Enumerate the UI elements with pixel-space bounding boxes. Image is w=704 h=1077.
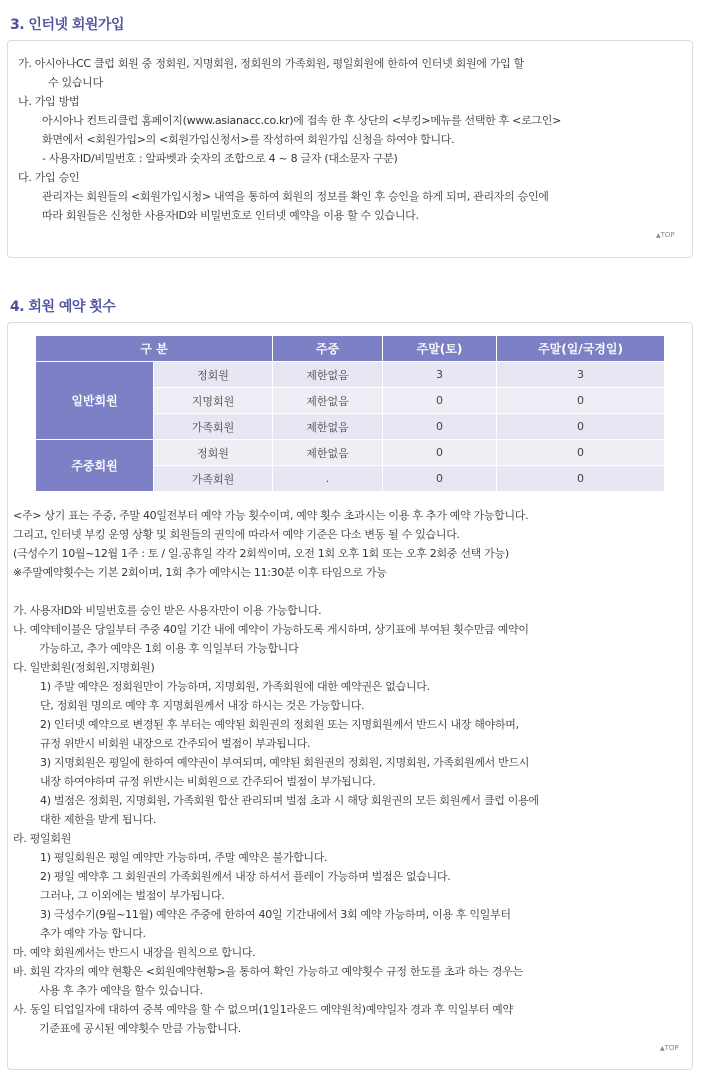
rule-line: 2) 평일 예약후 그 회원권의 가족회원께서 내장 하셔서 플레이 가능하며 벌점은 없습니다.: [40, 870, 451, 883]
category-cell: 주중회원: [36, 440, 154, 492]
table-cell: 0: [383, 466, 497, 492]
section3-line: 수 있습니다: [48, 76, 103, 89]
section3-title: 3. 인터넷 회원가입: [10, 17, 124, 33]
table-header: 주말(일/국경일): [497, 336, 665, 362]
rule-line: 라. 평일회원: [13, 832, 72, 845]
table-cell: 3: [497, 362, 665, 388]
table-cell: 0: [497, 414, 665, 440]
rule-line: 다. 일반회원(정회원,지명회원): [13, 661, 155, 674]
triangle-up-icon: ▲: [660, 1045, 665, 1052]
section3-line: 화면에서 <회원가입>의 <회원가입신청서>를 작성하여 회원가입 신청을 하여야 합니다.: [42, 133, 455, 146]
rule-line: 마. 예약 회원께서는 반드시 내장을 원칙으로 합니다.: [13, 946, 256, 959]
rule-line: 기준표에 공시된 예약횟수 만큼 가능합니다.: [39, 1022, 241, 1035]
table-cell: 0: [383, 388, 497, 414]
rule-line: 2) 인터넷 예약으로 변경된 후 부터는 예약된 회원권의 정회원 또는 지명회원께서 반드시 내장 해야하며,: [40, 718, 519, 731]
top-link[interactable]: ▲TOP: [660, 1044, 679, 1052]
table-cell: 3: [383, 362, 497, 388]
rule-line: 단, 정회원 명의로 예약 후 지명회원께서 내장 하시는 것은 가능합니다.: [40, 699, 365, 712]
table-header: 주말(토): [383, 336, 497, 362]
rule-line: 추가 예약 가능 합니다.: [40, 927, 146, 940]
table-cell: 지명회원: [154, 388, 273, 414]
table-cell: 0: [383, 414, 497, 440]
table-cell: 0: [383, 440, 497, 466]
table-cell: 0: [497, 466, 665, 492]
table-cell: 0: [497, 440, 665, 466]
rule-line: 규정 위반시 비회원 내장으로 간주되어 벌점이 부과됩니다.: [40, 737, 311, 750]
section3-line: 가. 아시아나CC 클럽 회원 중 정회원, 지명회원, 정회원의 가족회원, 평일회원에 한하여 인터넷 회원에 가입 할: [18, 57, 524, 70]
rule-line: 그러나, 그 이외에는 벌점이 부가됩니다.: [40, 889, 225, 902]
section3-line: 다. 가입 승인: [18, 171, 80, 184]
rule-line: 바. 회원 각자의 예약 현황은 <회원예약현황>을 통하여 확인 가능하고 예약횟수 규정 한도를 초과 하는 경우는: [13, 965, 523, 978]
section3-box: [7, 40, 693, 258]
section3-line: 관리자는 회원들의 <회원가입시청> 내역을 통하여 회원의 정보를 확인 후 승인을 하게 되며, 관리자의 승인에: [42, 190, 549, 203]
rule-line: 3) 극성수기(9월~11월) 예약은 주중에 한하여 40일 기간내에서 3회 예약 가능하며, 이용 후 익일부터: [40, 908, 511, 921]
rule-line: 대한 제한을 받게 됩니다.: [40, 813, 157, 826]
section3-line: 나. 가입 방법: [18, 95, 80, 108]
section3-line: 아시아나 컨트리클럽 홈페이지(www.asianacc.co.kr)에 접속 한 후 상단의 <부킹>메뉴를 선택한 후 <로그인>: [42, 114, 561, 127]
table-cell: 정회원: [154, 440, 273, 466]
rule-line: 1) 주말 예약은 정회원만이 가능하며, 지명회원, 가족회원에 대한 예약권은 없습니다.: [40, 680, 430, 693]
rule-line: 4) 벌점은 정회원, 지명회원, 가족회원 합산 관리되며 벌점 초과 시 해당 회원권의 모든 회원께서 클럽 이용에: [40, 794, 539, 807]
note-line: ※주말예약횟수는 기본 2회이며, 1회 추가 예약시는 11:30분 이후 타임으로 가능: [13, 566, 387, 579]
top-link[interactable]: ▲TOP: [656, 231, 675, 239]
rule-line: 나. 예약테이블은 당일부터 주중 40일 기간 내에 예약이 가능하도록 게시하며, 상기표에 부여된 횟수만큼 예약이: [13, 623, 529, 636]
rule-line: 사. 동일 티업일자에 대하여 중복 예약을 할 수 없으며(1일1라운드 예약원칙)예약일자 경과 후 익일부터 예약: [13, 1003, 513, 1016]
table-cell: 정회원: [154, 362, 273, 388]
table-cell: 제한없음: [273, 414, 383, 440]
rule-line: 3) 지명회원은 평일에 한하여 예약권이 부여되며, 예약된 회원권의 정회원, 지명회원, 가족회원께서 반드시: [40, 756, 530, 769]
table-cell: 제한없음: [273, 362, 383, 388]
note-line: 그리고, 인터넷 부킹 운영 상황 및 회원들의 권익에 따라서 예약 기준은 다소 변동 될 수 있습니다.: [13, 528, 460, 541]
table-cell: 가족회원: [154, 466, 273, 492]
note-line: (극성수기 10월~12월 1주 : 토 / 일.공휴일 각각 2회씩이며, 오전 1회 오후 1회 또는 오후 2회중 선택 가능): [13, 547, 509, 560]
category-cell: 일반회원: [36, 362, 154, 440]
rule-line: 가능하고, 추가 예약은 1회 이용 후 익일부터 가능합니다: [39, 642, 299, 655]
rule-line: 내장 하여야하며 규정 위반시는 비회원으로 간주되어 벌점이 부가됩니다.: [40, 775, 376, 788]
rule-line: 1) 평일회원은 평일 예약만 가능하며, 주말 예약은 불가합니다.: [40, 851, 328, 864]
table-cell: 제한없음: [273, 388, 383, 414]
table-row: [36, 440, 665, 466]
table-cell: .: [273, 466, 383, 492]
section3-line: 따라 회원들은 신청한 사용자ID와 비밀번호로 인터넷 예약을 이용 할 수 있습니다.: [42, 209, 419, 222]
table-header-row: [36, 336, 665, 362]
table-header: 구 분: [36, 336, 273, 362]
triangle-up-icon: ▲: [656, 232, 661, 239]
table-row: [36, 362, 665, 388]
section3-line: - 사용자ID/비밀번호 : 알파벳과 숫자의 조합으로 4 ~ 8 글자 (대소문자 구분): [42, 152, 398, 165]
table-cell: 제한없음: [273, 440, 383, 466]
rule-line: 가. 사용자ID와 비밀번호를 승인 받은 사용자만이 이용 가능합니다.: [13, 604, 322, 617]
table-cell: 0: [497, 388, 665, 414]
reservation-table: [35, 335, 665, 492]
table-cell: 가족회원: [154, 414, 273, 440]
section4-title: 4. 회원 예약 횟수: [10, 299, 116, 315]
note-line: <주> 상기 표는 주중, 주말 40일전부터 예약 가능 횟수이며, 예약 횟수 초과시는 이용 후 추가 예약 가능합니다.: [13, 509, 529, 522]
table-header: 주중: [273, 336, 383, 362]
rule-line: 사용 후 추가 예약을 할수 있습니다.: [39, 984, 203, 997]
